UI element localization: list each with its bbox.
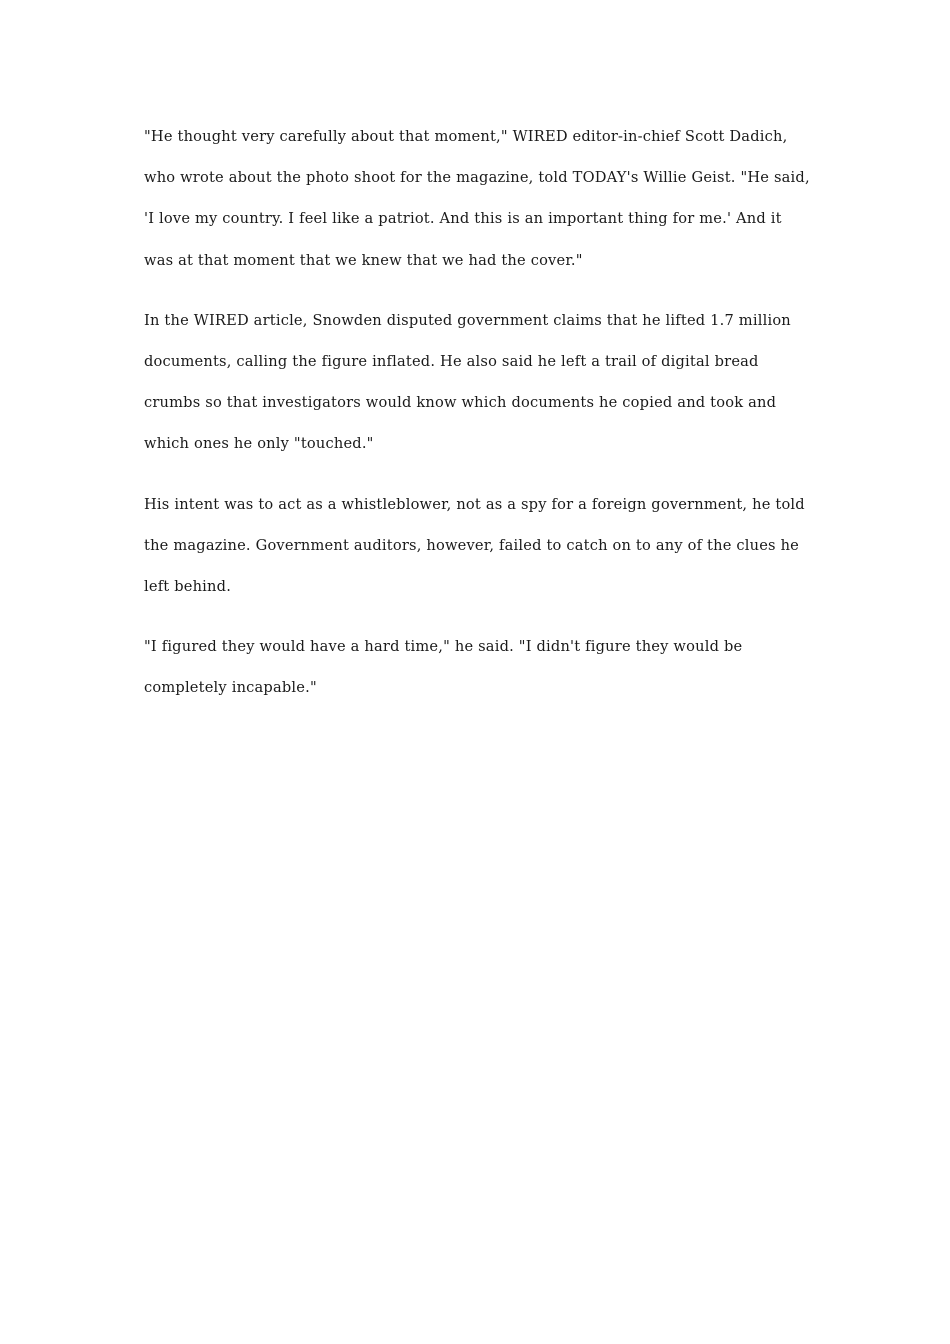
- paragraph-quote-snowden: "I figured they would have a hard time," he said. "I didn't figure they would be completely incapable.": [144, 638, 743, 697]
- paragraph-documents-claim: In the WIRED article, Snowden disputed government claims that he lifted 1.7 million documents, calling the figure inflated. He also said he left a trail of digital bread crumbs so that investigators would know which documents he copied and took and which ones he only "touched.": [144, 311, 791, 453]
- article-body: [144, 116, 812, 728]
- paragraph-quote-dadich: "He thought very carefully about that moment," WIRED editor-in-chief Scott Dadich, who wrote about the photo shoot for the magazine, told TODAY's Willie Geist. "He said, 'I love my country. I feel like a patriot. And this is an important thing for me.' And it was at that moment that we knew that we had the cover.": [144, 128, 810, 269]
- paragraph-whistleblower-intent: His intent was to act as a whistleblower, not as a spy for a foreign government, he told the magazine. Government auditors, however, failed to catch on to any of the clues he left behind.: [144, 495, 805, 596]
